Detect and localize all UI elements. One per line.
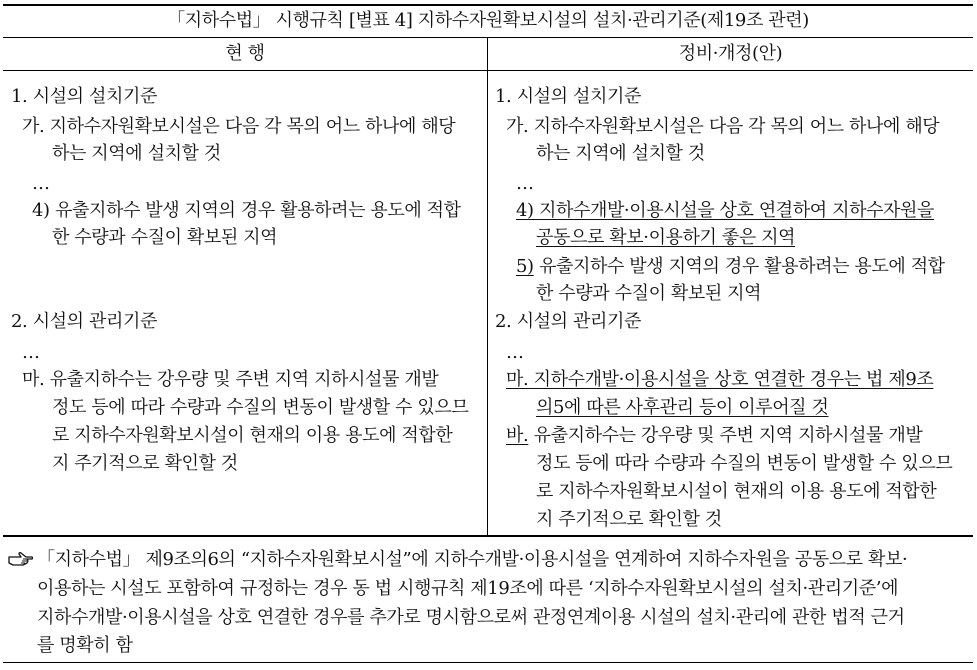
current-item-ma-line-4: 지 주기적으로 확인할 것 xyxy=(52,453,238,474)
proposed-ellipsis-2: … xyxy=(506,342,524,363)
current-item-ma-line-3: 로 지하수자원확보시설이 현재의 이용 용도에 적합한 xyxy=(52,425,453,446)
column-divider xyxy=(487,38,488,535)
proposed-item-5-line-1 xyxy=(516,254,945,280)
proposed-item-ba-line-2: 정도 등에 따라 수량과 수질의 변동이 발생할 수 있으므 xyxy=(536,453,953,474)
column-header-proposed: 정비·개정(안) xyxy=(678,43,783,64)
column-header-current: 현 행 xyxy=(225,43,265,64)
proposed-item-ba-label: 바. xyxy=(506,425,529,446)
current-item-4-line-1: 4) 유출지하수 발생 지역의 경우 활용하려는 용도에 적합 xyxy=(32,200,461,221)
proposed-ellipsis-1: … xyxy=(516,173,534,194)
note-bottom-rule xyxy=(3,662,973,663)
proposed-section-1-heading: 1. 시설의 설치기준 xyxy=(495,86,641,107)
current-section-1-heading: 1. 시설의 설치기준 xyxy=(11,86,157,107)
proposed-new-item-ma-line-1: 마. 지하수개발·이용시설을 상호 연결한 경우는 법 제9조 xyxy=(506,369,934,390)
footnote-line-2: 이용하는 시설도 포함하여 규정하는 경우 동 법 시행규칙 제19조에 따른 ‘지하수자원확보시설의 설치·관리기준’에 xyxy=(37,578,899,599)
footnote-line-3: 지하수개발·이용시설을 상호 연결한 경우를 추가로 명시함으로써 관정연계이용 시설의 설치·관리에 관한 법적 근거 xyxy=(37,607,905,628)
proposed-item-ba-line-4: 지 주기적으로 확인할 것 xyxy=(536,509,722,530)
current-item-ga-line-1: 가. 지하수자원확보시설은 다음 각 목의 어느 하나에 해당 xyxy=(22,116,456,137)
proposed-new-item-ma-line-2: 의5에 따른 사후관리 등이 이루어질 것 xyxy=(536,397,829,418)
proposed-item-5-text: 유출지하수 발생 지역의 경우 활용하려는 용도에 적합 xyxy=(533,256,945,277)
table-title: 「지하수법」 시행규칙 [별표 4] 지하수자원확보시설의 설치·관리기준(제19조 관련) xyxy=(167,10,809,31)
footnote-line-4: 를 명확히 함 xyxy=(37,635,133,656)
proposed-section-2-heading: 2. 시설의 관리기준 xyxy=(495,311,641,332)
proposed-item-5-number: 5) xyxy=(516,256,534,277)
hand-pointing-right-icon xyxy=(8,549,34,569)
table-bottom-border xyxy=(3,535,973,537)
proposed-item-ga-line-2: 하는 지역에 설치할 것 xyxy=(536,143,705,164)
current-item-4-line-2: 한 수량과 수질이 확보된 지역 xyxy=(52,227,278,248)
proposed-item-ba-line-1 xyxy=(506,423,922,449)
current-item-ma-line-2: 정도 등에 따라 수량과 수질의 변동이 발생할 수 있으므 xyxy=(52,397,469,418)
header-bottom-rule xyxy=(3,70,973,71)
proposed-new-item-4-line-2: 공동으로 확보·이용하기 좋은 지역 xyxy=(536,227,796,248)
current-item-ga-line-2: 하는 지역에 설치할 것 xyxy=(52,143,221,164)
proposed-item-ga-line-1: 가. 지하수자원확보시설은 다음 각 목의 어느 하나에 해당 xyxy=(506,116,940,137)
proposed-new-item-4-line-1: 4) 지하수개발·이용시설을 상호 연결하여 지하수자원을 xyxy=(516,200,935,221)
footnote-line-1: 「지하수법」 제9조의6의 “지하수자원확보시설”에 지하수개발·이용시설을 연계하여 지하수자원을 공동으로 확보· xyxy=(37,549,908,570)
proposed-item-ba-line-3: 로 지하수자원확보시설이 현재의 이용 용도에 적합한 xyxy=(536,481,937,502)
table-top-border xyxy=(3,4,973,6)
title-bottom-rule xyxy=(3,37,973,38)
proposed-item-5-line-2: 한 수량과 수질이 확보된 지역 xyxy=(536,283,762,304)
current-section-2-heading: 2. 시설의 관리기준 xyxy=(11,311,157,332)
current-ellipsis-1: … xyxy=(32,173,50,194)
current-ellipsis-2: … xyxy=(22,342,40,363)
current-item-ma-line-1: 마. 유출지하수는 강우량 및 주변 지역 지하시설물 개발 xyxy=(22,369,439,390)
proposed-item-ba-text: 유출지하수는 강우량 및 주변 지역 지하시설물 개발 xyxy=(528,425,923,446)
